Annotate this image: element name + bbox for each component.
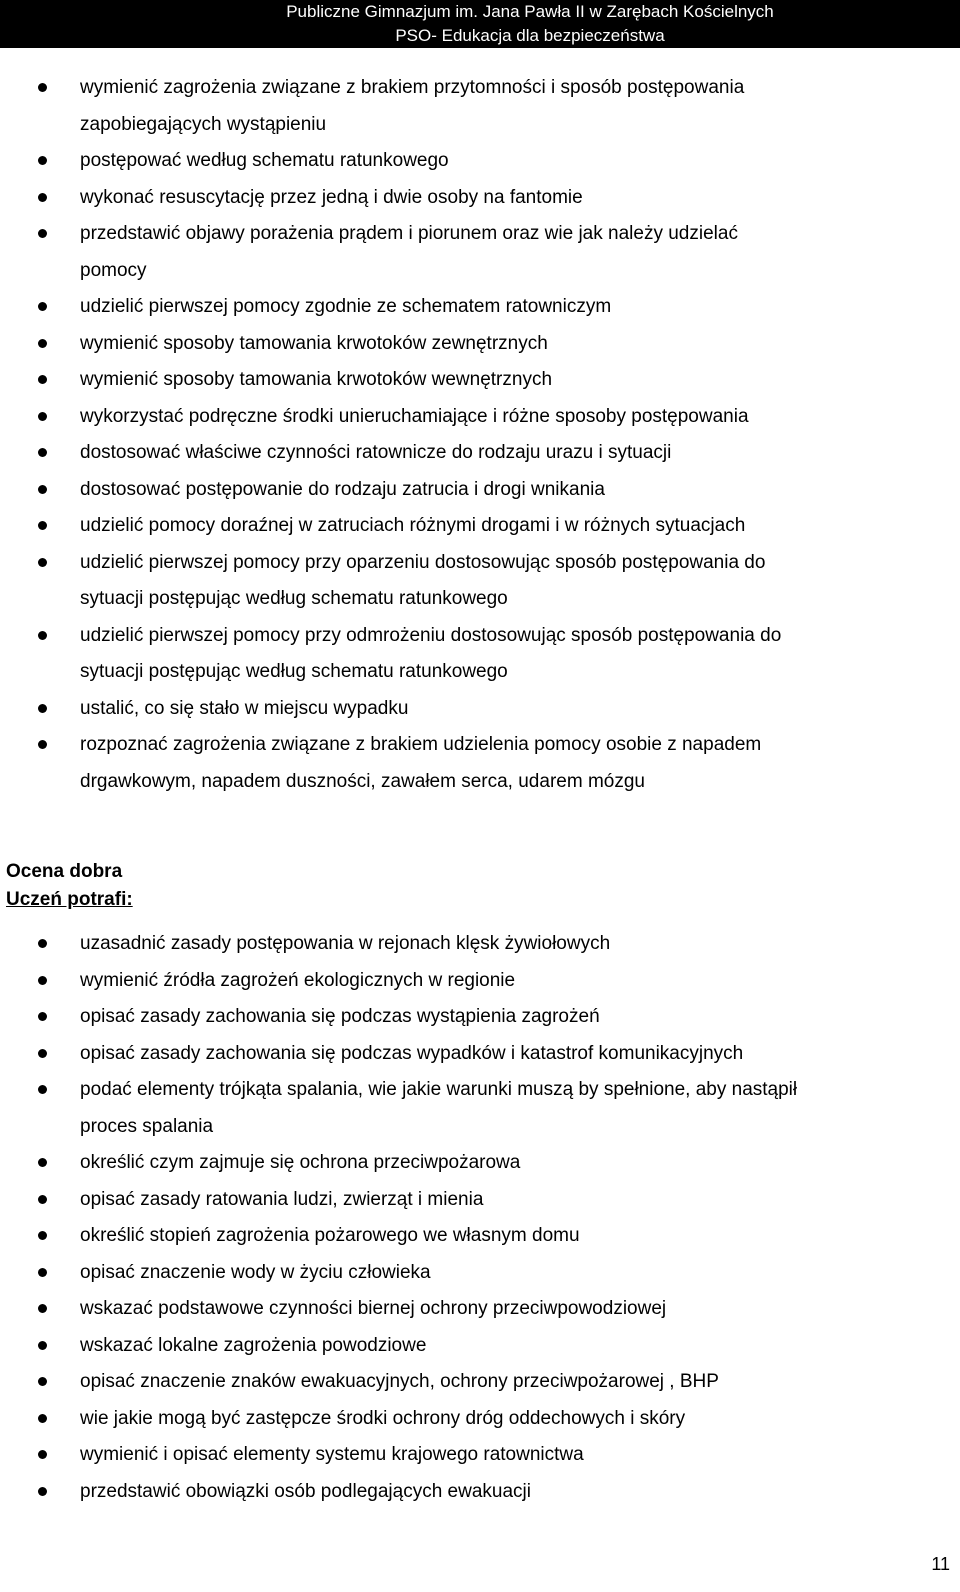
list-item <box>0 1036 960 1073</box>
bullet-icon <box>38 1268 47 1277</box>
list-item <box>0 618 960 691</box>
list-item <box>0 1182 960 1219</box>
list-item <box>0 1364 960 1401</box>
page-number: 11 <box>931 1554 950 1574</box>
list-item <box>0 1474 960 1511</box>
header-school-name: Publiczne Gimnazjum im. Jana Pawła II w Zarębach Kościelnych <box>286 2 774 21</box>
bullet-icon <box>38 193 47 202</box>
list-item <box>0 926 960 963</box>
list-item <box>0 362 960 399</box>
list-item-text: opisać zasady zachowania się podczas wystąpienia zagrożeń <box>80 1006 600 1027</box>
list-item <box>0 1401 960 1438</box>
list-item-text: wymienić zagrożenia związane z brakiem przytomności i sposób postępowania zapobiegających wystąpieniu <box>80 77 745 135</box>
list-item <box>0 1072 960 1145</box>
list-item <box>0 963 960 1000</box>
list-item-text: udzielić pomocy doraźnej w zatruciach różnymi drogami i w różnych sytuacjach <box>80 515 746 536</box>
bullet-icon <box>38 704 47 713</box>
list-item-text: określić stopień zagrożenia pożarowego we własnym domu <box>80 1225 580 1246</box>
list-item-text: opisać zasady ratowania ludzi, zwierząt i mienia <box>80 1188 484 1210</box>
list-item <box>0 1328 960 1365</box>
list-item <box>0 472 960 509</box>
list-item-text: uzasadnić zasady postępowania w rejonach klęsk żywiołowych <box>80 933 611 954</box>
bullet-icon <box>38 1414 47 1423</box>
document-header <box>0 0 960 48</box>
list-item-text: wymienić źródła zagrożeń ekologicznych w regionie <box>80 969 516 991</box>
bullet-icon <box>38 631 47 640</box>
list-item <box>0 727 960 800</box>
list-item <box>0 1218 960 1255</box>
bullet-icon <box>38 1158 47 1167</box>
bullet-icon <box>38 302 47 311</box>
list-item-text: opisać znaczenie znaków ewakuacyjnych, ochrony przeciwpożarowej , BHP <box>80 1371 719 1392</box>
bullet-icon <box>38 1450 47 1459</box>
list-item-text: ustalić, co się stało w miejscu wypadku <box>80 697 409 719</box>
bullet-icon <box>38 939 47 948</box>
list-item <box>0 999 960 1036</box>
list-item-text: podać elementy trójkąta spalania, wie jakie warunki muszą by spełnione, aby nastąpił proces spalania <box>80 1079 798 1137</box>
list-item-text: wykonać resuscytację przez jedną i dwie osoby na fantomie <box>80 186 583 208</box>
list-item-text: dostosować właściwe czynności ratownicze do rodzaju urazu i sytuacji <box>80 442 672 463</box>
list-item-text: udzielić pierwszej pomocy przy odmrożeniu dostosowując sposób postępowania do sytuacji postępując według schematu ratunkowego <box>80 624 782 682</box>
list-item-text: wskazać lokalne zagrożenia powodziowe <box>80 1334 427 1356</box>
list-item <box>0 508 960 545</box>
list-item <box>0 691 960 728</box>
bullet-icon <box>38 1304 47 1313</box>
bullet-icon <box>38 229 47 238</box>
bullet-icon <box>38 156 47 165</box>
bullet-icon <box>38 375 47 384</box>
list-item <box>0 545 960 618</box>
bullet-icon <box>38 558 47 567</box>
bullet-icon <box>38 1049 47 1058</box>
list-item-text: dostosować postępowanie do rodzaju zatrucia i drogi wnikania <box>80 478 605 500</box>
list-item <box>0 1437 960 1474</box>
list-item-text: opisać znaczenie wody w życiu człowieka <box>80 1261 431 1283</box>
bullet-icon <box>38 412 47 421</box>
list-item-text: udzielić pierwszej pomocy przy oparzeniu dostosowując sposób postępowania do sytuacji postępując według schematu ratunkowego <box>80 551 766 609</box>
grade-heading: Ocena dobra <box>6 861 123 882</box>
requirements-list-1 <box>0 70 960 800</box>
list-item <box>0 180 960 217</box>
list-item <box>0 143 960 180</box>
list-item-text: udzielić pierwszej pomocy zgodnie ze schematem ratowniczym <box>80 296 612 317</box>
list-item-text: postępować według schematu ratunkowego <box>80 150 449 171</box>
list-item-text: rozpoznać zagrożenia związane z brakiem udzielenia pomocy osobie z napadem drgawkowym, napadem duszności, zawałem serca, udarem mózgu <box>80 734 762 792</box>
bullet-icon <box>38 740 47 749</box>
bullet-icon <box>38 976 47 985</box>
bullet-icon <box>38 1195 47 1204</box>
list-item <box>0 326 960 363</box>
list-item <box>0 399 960 436</box>
list-item <box>0 289 960 326</box>
list-item <box>0 435 960 472</box>
bullet-icon <box>38 485 47 494</box>
list-item-text: przedstawić objawy porażenia prądem i piorunem oraz wie jak należy udzielać pomocy <box>80 223 738 281</box>
bullet-icon <box>38 1341 47 1350</box>
bullet-icon <box>38 521 47 530</box>
bullet-icon <box>38 448 47 457</box>
bullet-icon <box>38 1231 47 1240</box>
list-item <box>0 216 960 289</box>
list-item <box>0 1291 960 1328</box>
student-can-heading: Uczeń potrafi: <box>6 889 133 910</box>
list-item <box>0 1145 960 1182</box>
list-item-text: wymienić sposoby tamowania krwotoków zewnętrznych <box>80 332 548 354</box>
list-item <box>0 1255 960 1292</box>
list-item-text: wie jakie mogą być zastępcze środki ochrony dróg oddechowych i skóry <box>80 1407 686 1429</box>
list-item-text: wskazać podstawowe czynności biernej ochrony przeciwpowodziowej <box>80 1298 667 1319</box>
list-item-text: opisać zasady zachowania się podczas wypadków i katastrof komunikacyjnych <box>80 1042 744 1064</box>
list-item-text: wykorzystać podręczne środki unieruchamiające i różne sposoby postępowania <box>80 405 749 427</box>
header-subject: PSO- Edukacja dla bezpieczeństwa <box>395 26 665 45</box>
bullet-icon <box>38 1012 47 1021</box>
list-item-text: określić czym zajmuje się ochrona przeciwpożarowa <box>80 1152 521 1173</box>
bullet-icon <box>38 1377 47 1386</box>
list-item-text: przedstawić obowiązki osób podlegających ewakuacji <box>80 1480 531 1502</box>
list-item <box>0 70 960 143</box>
bullet-icon <box>38 83 47 92</box>
bullet-icon <box>38 1085 47 1094</box>
bullet-icon <box>38 339 47 348</box>
list-item-text: wymienić sposoby tamowania krwotoków wewnętrznych <box>80 369 553 390</box>
requirements-list-2 <box>0 926 960 1510</box>
list-item-text: wymienić i opisać elementy systemu krajowego ratownictwa <box>80 1444 584 1465</box>
bullet-icon <box>38 1487 47 1496</box>
